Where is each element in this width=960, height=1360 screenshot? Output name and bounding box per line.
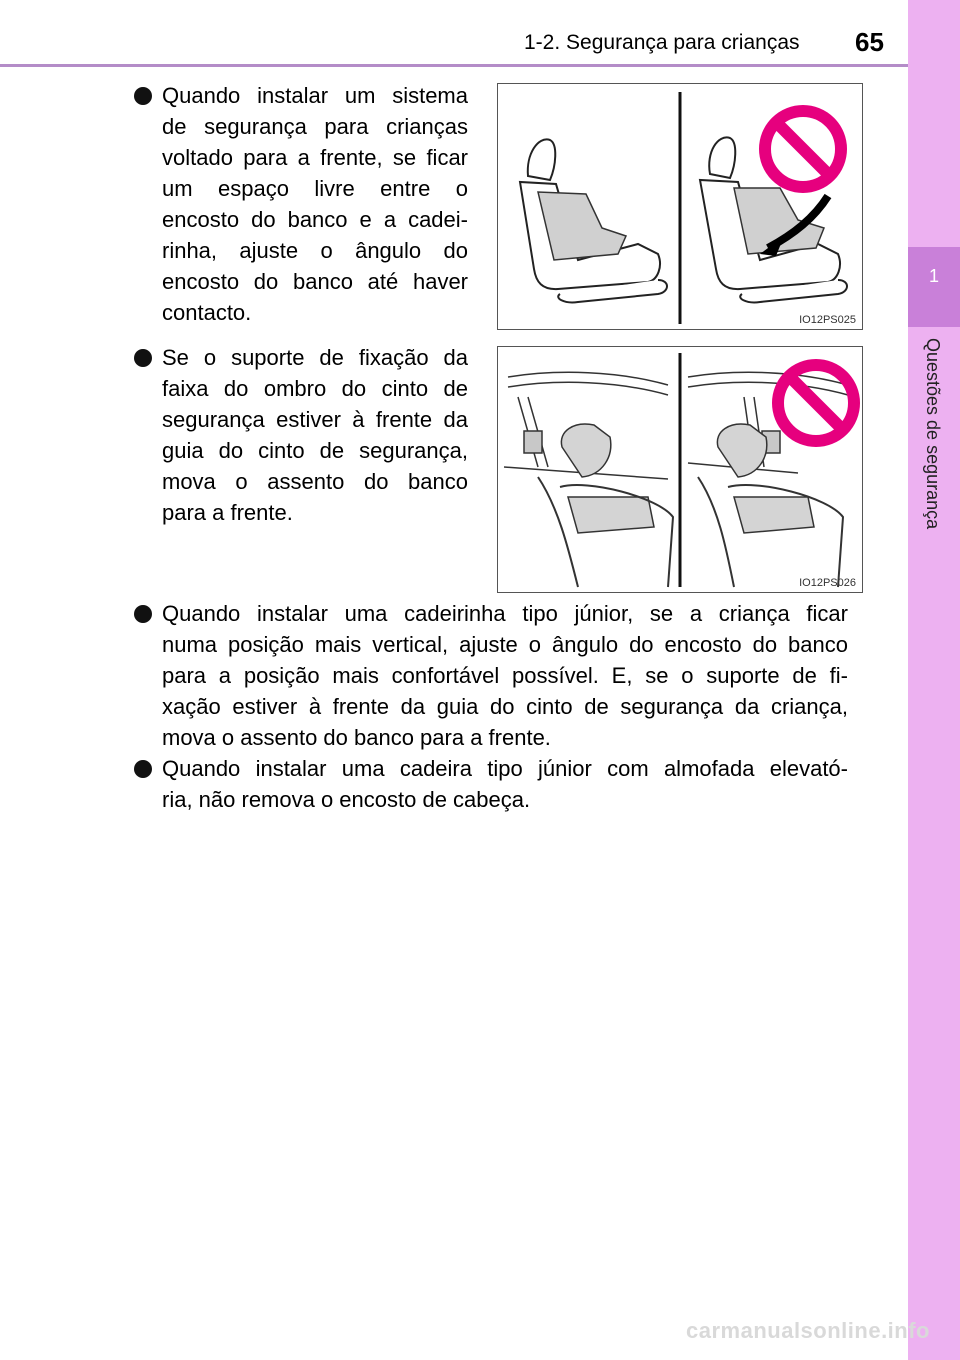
bullet-line: contacto.	[162, 300, 252, 325]
bullet-line: mova o assento do banco	[162, 469, 468, 494]
bullet-dot-icon	[134, 760, 152, 778]
bullet-line: Quando instalar uma cadeira tipo júnior com almofada elevató-	[162, 756, 848, 781]
bullet-item-1	[134, 80, 476, 328]
bullet-line: rinha, ajuste o ângulo do	[162, 238, 468, 263]
bullet-line: encosto do banco até haver	[162, 269, 468, 294]
chapter-side-tab-active	[908, 247, 960, 327]
bullet-line: Quando instalar um sistema	[162, 83, 468, 108]
bullet-item-3	[134, 598, 856, 753]
watermark: carmanualsonline.info	[686, 1318, 930, 1343]
bullet-text	[162, 342, 468, 528]
figure-seat-recline	[497, 83, 863, 330]
bullet-line: Se o suporte de fixação da	[162, 345, 468, 370]
booster-seat-left	[561, 424, 610, 477]
bullet-line: faixa do ombro do cinto de	[162, 376, 468, 401]
bullet-line: mova o assento do banco para a frente.	[162, 725, 551, 750]
bullet-text	[162, 80, 468, 328]
bullet-item-2	[134, 342, 476, 528]
chapter-number: 1	[928, 266, 939, 286]
bullet-line: Quando instalar uma cadeirinha tipo júnior, se a criança ficar	[162, 601, 848, 626]
seat-recline-illustration	[498, 84, 862, 329]
bullet-dot-icon	[134, 349, 152, 367]
bullet-item-4	[134, 753, 856, 815]
chapter-label: Questões de segurança	[923, 338, 943, 530]
bullet-line: numa posição mais vertical, ajuste o ângulo do encosto do banco	[162, 632, 848, 657]
bullet-text	[162, 598, 848, 753]
bullet-line: para a posição mais confortável possível. E, se o suporte de fi-	[162, 663, 848, 688]
figure-seat-slide	[497, 346, 863, 593]
bullet-line: guia do cinto de segurança,	[162, 438, 468, 463]
prohibition-icon	[778, 365, 854, 441]
figure-code: IO12PS026	[799, 577, 856, 589]
bullet-line: segurança estiver à frente da	[162, 407, 468, 432]
bullet-line: xação estiver à frente da guia do cinto de segurança da criança,	[162, 694, 848, 719]
bullet-dot-icon	[134, 605, 152, 623]
section-title: 1-2. Segurança para crianças	[524, 31, 800, 54]
bullet-line: encosto do banco e a cadei-	[162, 207, 468, 232]
bullet-dot-icon	[134, 87, 152, 105]
seat-slide-illustration	[498, 347, 862, 592]
figure-code: IO12PS025	[799, 314, 856, 326]
bullet-line: de segurança para crianças	[162, 114, 468, 139]
prohibition-icon	[765, 111, 841, 187]
bullet-line: para a frente.	[162, 500, 293, 525]
page-number: 65	[855, 27, 884, 57]
header-rule	[0, 64, 908, 67]
bullet-line: um espaço livre entre o	[162, 176, 468, 201]
child-seat-left	[538, 192, 626, 260]
bullet-line: ria, não remova o encosto de cabeça.	[162, 787, 531, 812]
chapter-side-tab	[908, 0, 960, 1360]
bullet-line: voltado para a frente, se ficar	[162, 145, 468, 170]
bullet-text	[162, 753, 848, 815]
